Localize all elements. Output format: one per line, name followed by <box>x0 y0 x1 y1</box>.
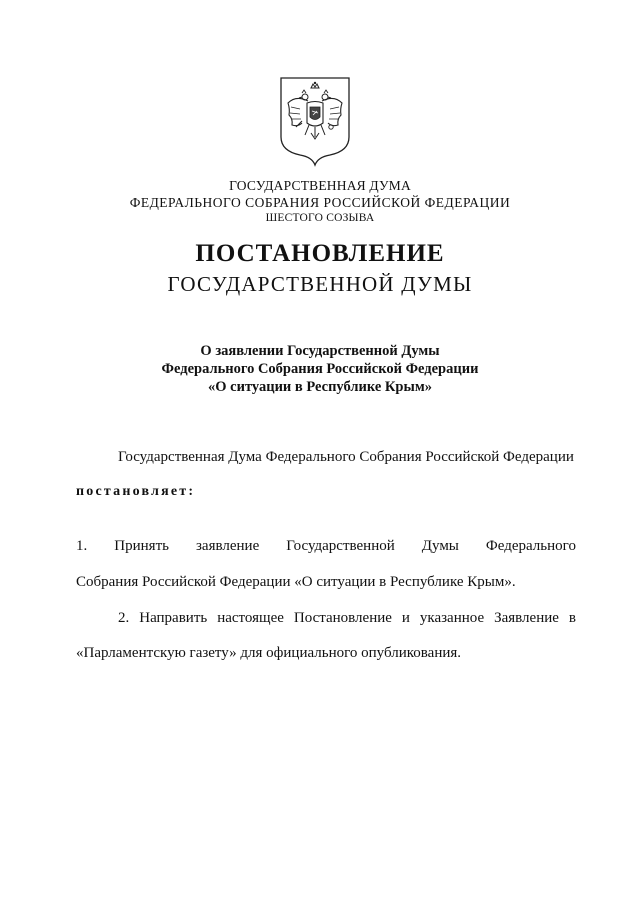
item-2-line-2: «Парламентскую газету» для официального опубликования. <box>76 645 462 661</box>
chamber-name: ГОСУДАРСТВЕННАЯ ДУМА <box>229 178 411 193</box>
item-1-word: Думы <box>421 538 459 554</box>
item-2-word: Направить <box>139 610 208 626</box>
item-1-line-1 <box>76 538 576 555</box>
coat-of-arms-icon <box>278 75 352 167</box>
item-2-line-1 <box>118 610 576 627</box>
item-1-word: 1. <box>76 538 88 554</box>
item-1-word: Федерального <box>485 538 576 554</box>
item-2-word: Постановление <box>293 610 392 626</box>
subject-line-1: О заявлении Государственной Думы <box>200 343 440 359</box>
item-2-word: и <box>401 610 410 626</box>
item-2-word: в <box>568 610 576 626</box>
subject-line-2: Федерального Собрания Российской Федерации <box>161 361 479 377</box>
convocation: ШЕСТОГО СОЗЫВА <box>265 212 375 224</box>
document-issuer: ГОСУДАРСТВЕННОЙ ДУМЫ <box>167 272 473 296</box>
item-2-word: настоящее <box>217 610 284 626</box>
item-2-word: 2. <box>118 610 130 626</box>
item-2-word: Заявление <box>494 610 559 626</box>
item-1-word: Принять <box>114 538 169 554</box>
preamble-text: Государственная Дума Федерального Собрания Российской Федерации <box>118 449 574 465</box>
item-1-word: Государственной <box>286 538 395 554</box>
item-1-word: заявление <box>196 538 260 554</box>
resolves-word: постановляет: <box>76 484 196 499</box>
item-1-line-2: Собрания Российской Федерации «О ситуации в Республике Крым». <box>76 574 516 590</box>
subject-line-3: «О ситуации в Республике Крым» <box>208 379 432 395</box>
parliament-name: ФЕДЕРАЛЬНОГО СОБРАНИЯ РОССИЙСКОЙ ФЕДЕРАЦИИ <box>129 195 511 210</box>
item-2-word: указанное <box>419 610 485 626</box>
document-type-title: ПОСТАНОВЛЕНИЕ <box>195 240 445 267</box>
